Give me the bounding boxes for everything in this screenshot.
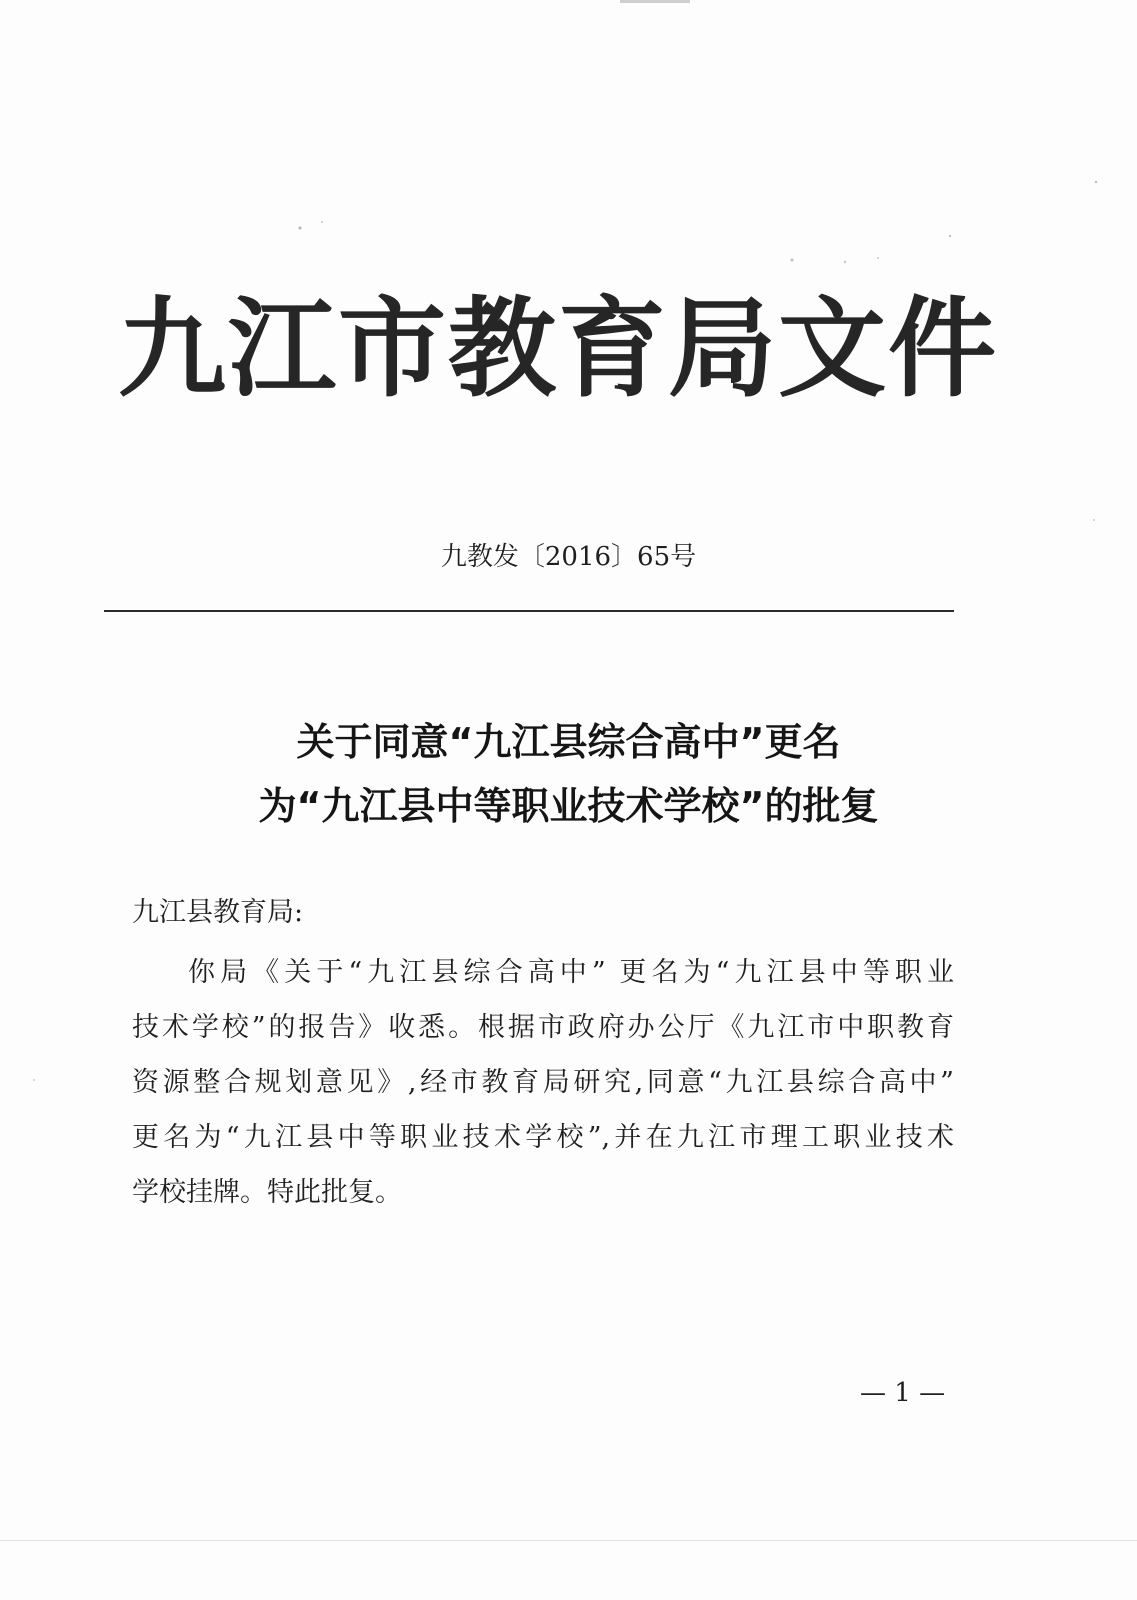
body-line-4: 更名为“九江县中等职业技术学校”,并在九江市理工职业技术	[132, 1122, 954, 1153]
page-number: — 1 —	[860, 1378, 946, 1408]
body-line-2: 技术学校”的报告》收悉。根据市政府办公厅《九江市中职教育	[132, 1012, 954, 1043]
title-line-2: 为“九江县中等职业技术学校”的批复	[258, 784, 879, 828]
masthead-title: 九江市教育局文件	[118, 287, 999, 412]
title-line-1: 关于同意“九江县综合高中”更名	[296, 720, 841, 764]
body-line-1: 你局《关于“九江县综合高中” 更名为“九江县中等职业	[188, 957, 954, 988]
body-line-5: 学校挂牌。特此批复。	[132, 1177, 402, 1208]
document-number: 九教发〔2016〕65号	[440, 542, 697, 572]
body-paragraph	[132, 945, 954, 1220]
document-title	[0, 710, 1137, 838]
body-line-3: 资源整合规划意见》,经市教育局研究,同意“九江县综合高中”	[132, 1067, 954, 1098]
salutation: 九江县教育局:	[132, 897, 304, 928]
header-divider	[104, 610, 954, 612]
